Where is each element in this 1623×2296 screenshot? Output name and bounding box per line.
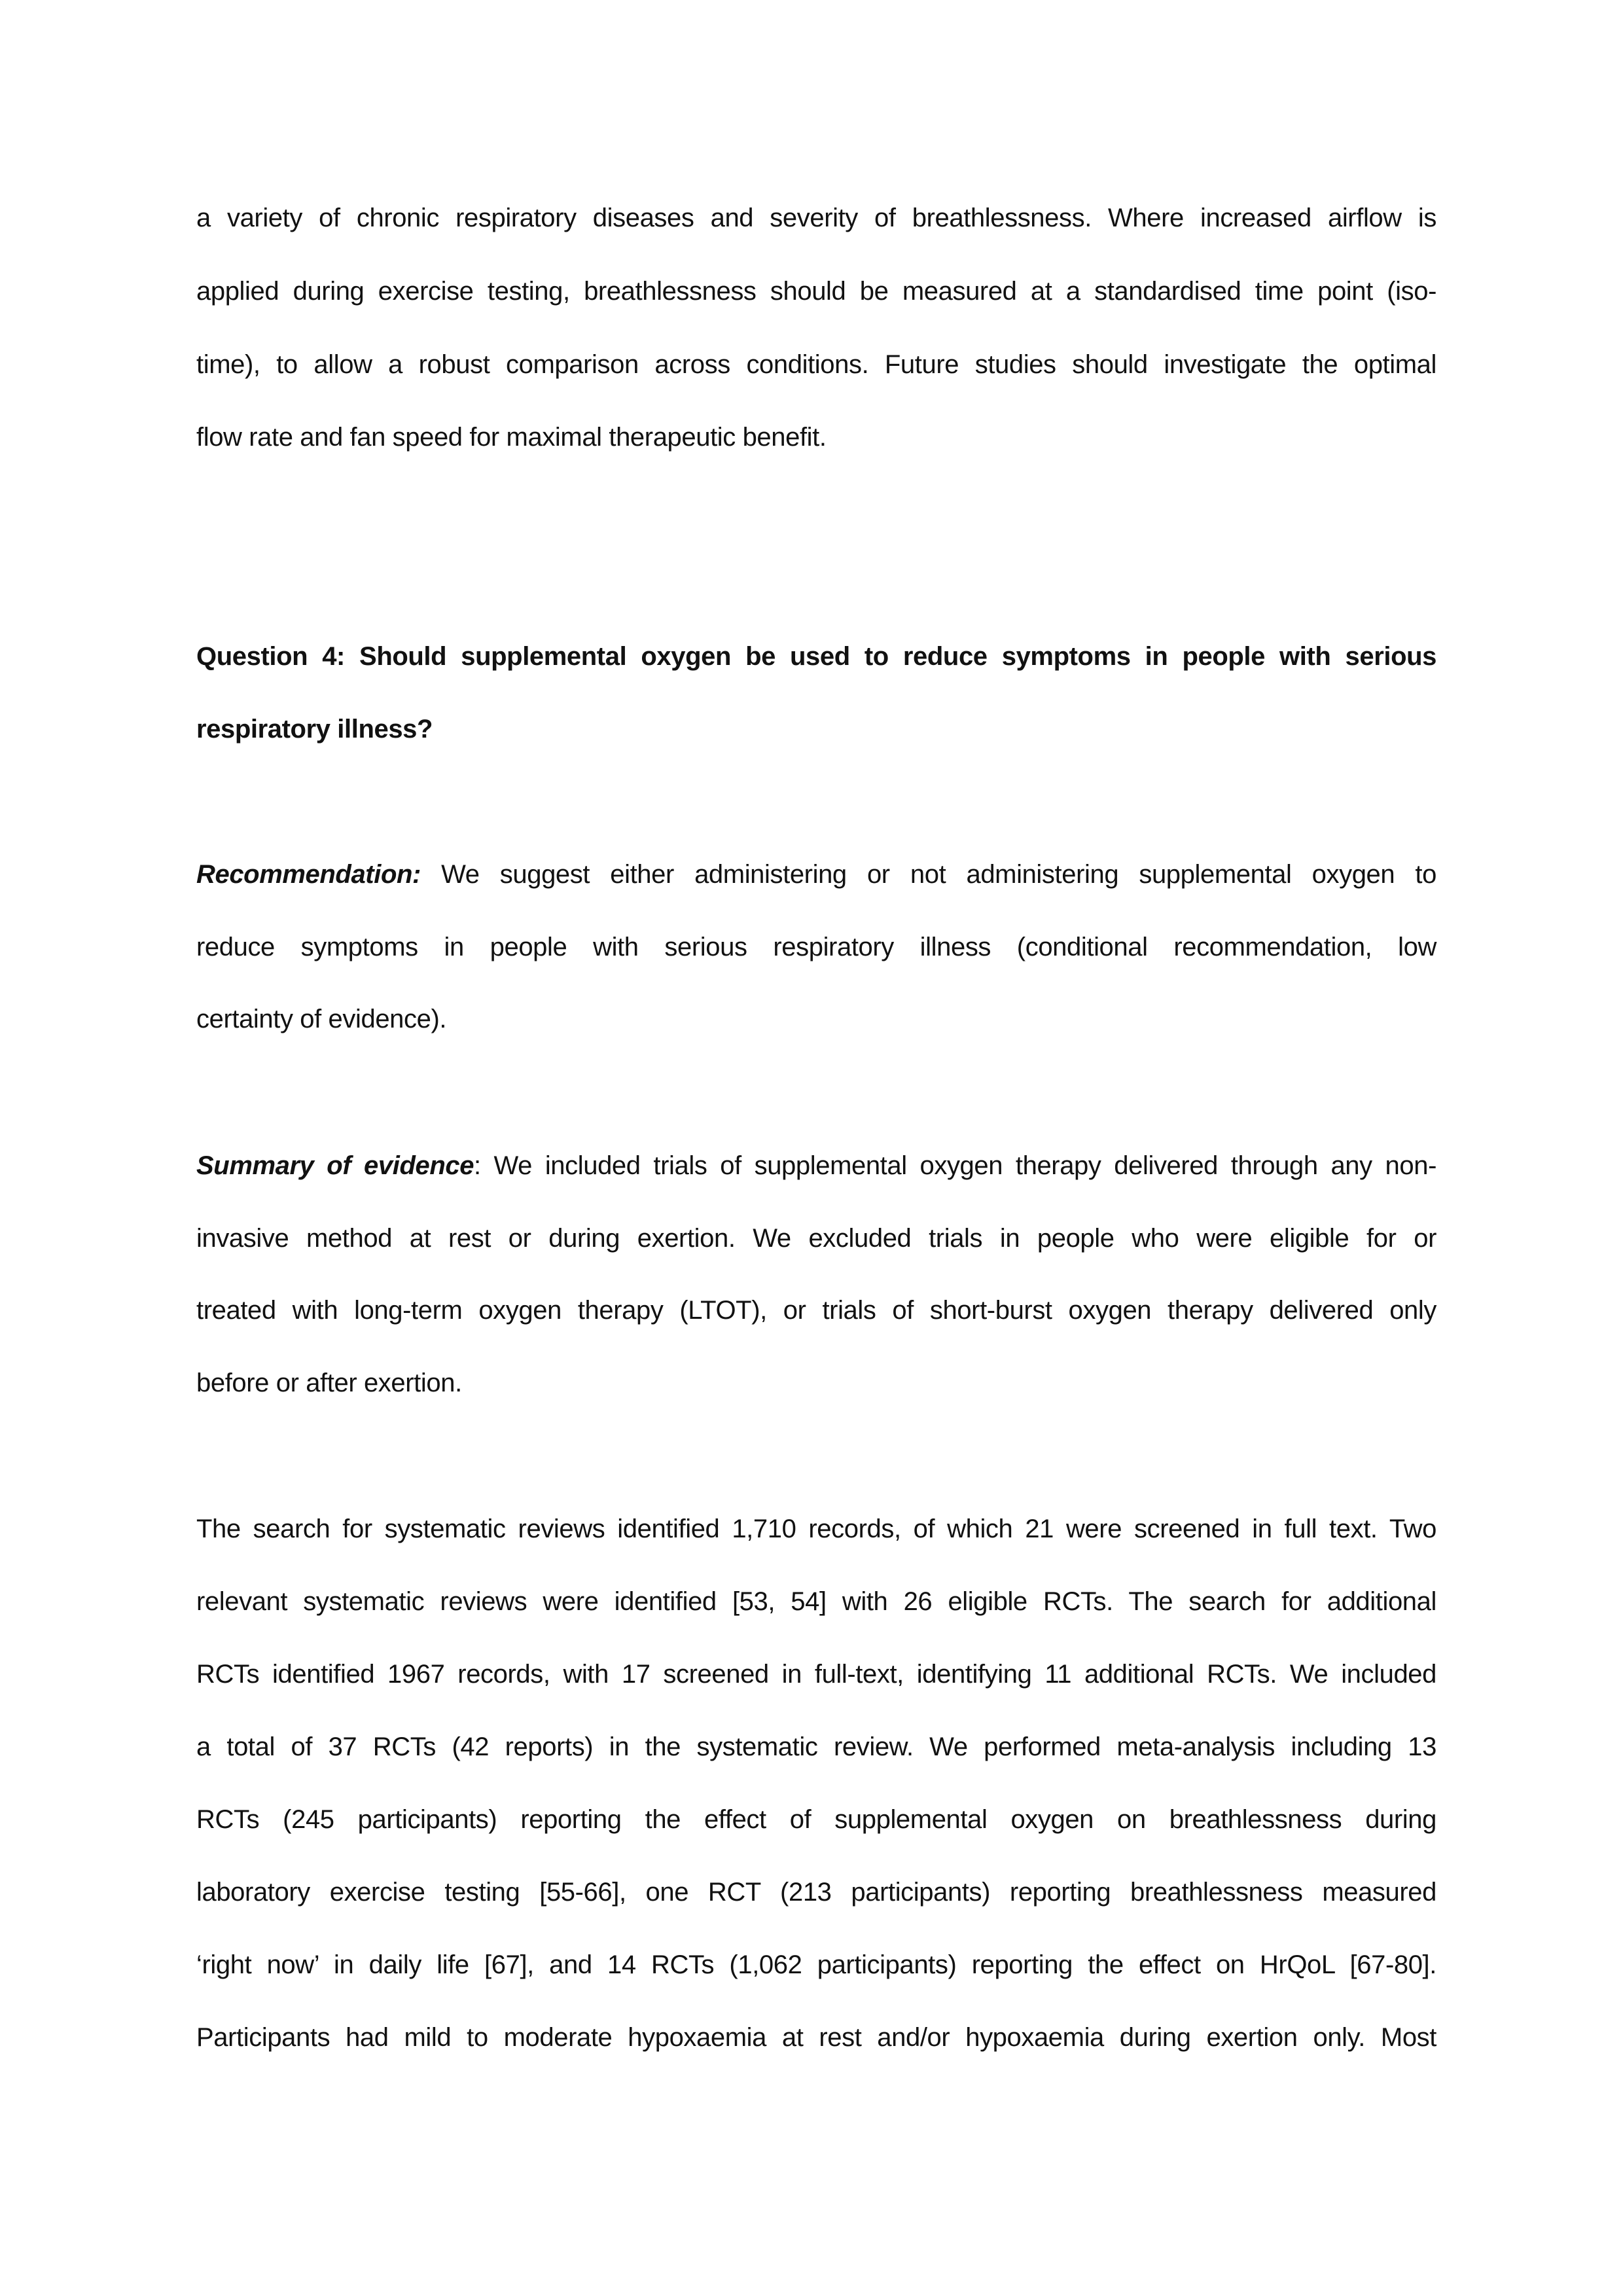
summary-label: Summary of evidence	[196, 1151, 474, 1180]
paragraph-line: RCTs identified 1967 records, with 17 screened in full-text, identifying 11 additional RCTs. We included	[196, 1660, 1436, 1689]
paragraph-line: flow rate and fan speed for maximal therapeutic benefit.	[196, 423, 827, 452]
paragraph-line: RCTs (245 participants) reporting the effect of supplemental oxygen on breathlessness during	[196, 1805, 1436, 1834]
paragraph-line: certainty of evidence).	[196, 1005, 447, 1033]
paragraph-line: The search for systematic reviews identified 1,710 records, of which 21 were screened in full text. Two	[196, 1515, 1436, 1543]
paragraph-line: a total of 37 RCTs (42 reports) in the systematic review. We performed meta-analysis including 13	[196, 1732, 1436, 1761]
heading-line: respiratory illness?	[196, 715, 433, 744]
paragraph-line: ‘right now’ in daily life [67], and 14 RCTs (1,062 participants) reporting the effect on HrQoL [67-80].	[196, 1950, 1436, 1979]
paragraph-line: applied during exercise testing, breathlessness should be measured at a standardised time point (iso-	[196, 277, 1436, 306]
paragraph-line: Participants had mild to moderate hypoxaemia at rest and/or hypoxaemia during exertion only. Most	[196, 2023, 1436, 2052]
paragraph-line: a variety of chronic respiratory diseases and severity of breathlessness. Where increased airflow is	[196, 204, 1436, 232]
paragraph-line: treated with long-term oxygen therapy (LTOT), or trials of short-burst oxygen therapy delivered only	[196, 1296, 1436, 1325]
paragraph-line: laboratory exercise testing [55-66], one RCT (213 participants) reporting breathlessness measured	[196, 1878, 1436, 1907]
recommendation-label: Recommendation:	[196, 860, 421, 889]
paragraph-line: reduce symptoms in people with serious respiratory illness (conditional recommendation, low	[196, 933, 1436, 961]
paragraph-line	[196, 855, 1436, 894]
paragraph-line	[196, 1146, 1436, 1185]
paragraph-line: time), to allow a robust comparison across conditions. Future studies should investigate the optimal	[196, 350, 1436, 379]
paragraph-line: invasive method at rest or during exertion. We excluded trials in people who were eligible for or	[196, 1224, 1436, 1253]
summary-text: : We included trials of supplemental oxygen therapy delivered through any non-	[474, 1151, 1436, 1180]
recommendation-text: We suggest either administering or not administering supplemental oxygen to	[420, 860, 1436, 889]
paragraph-line: relevant systematic reviews were identified [53, 54] with 26 eligible RCTs. The search for additional	[196, 1587, 1436, 1616]
paragraph-line: before or after exertion.	[196, 1369, 462, 1397]
heading-line: Question 4: Should supplemental oxygen be used to reduce symptoms in people with serious	[196, 642, 1436, 671]
